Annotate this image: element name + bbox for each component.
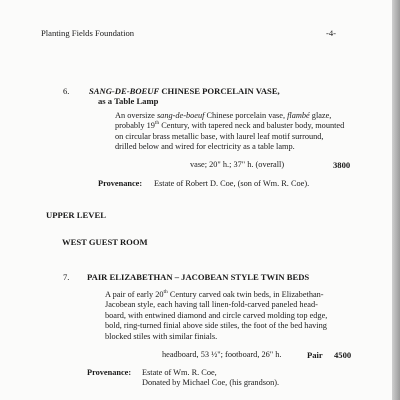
item-7-provenance-line-1: Estate of Wm. R. Coe, <box>142 368 217 377</box>
item-7-provenance-label: Provenance: <box>87 368 132 377</box>
item-7-quantity: Pair <box>307 350 323 360</box>
item-6-provenance-label: Provenance: <box>98 179 143 188</box>
item-6-title-italic: SANG-DE-BOEUF <box>89 86 160 96</box>
item-6-provenance: Estate of Robert D. Coe, (son of Wm. R. Coe). <box>154 179 310 188</box>
item-6-subtitle: as a Table Lamp <box>98 96 159 106</box>
item-7-dimensions: headboard, 53 ½"; footboard, 26" h. <box>162 350 282 359</box>
item-7-description: A pair of early 20th Century carved oak twin beds, in Elizabethan-Jacobean style, each having tall linen-fold-carved paneled head-board, with entwined diamond and circle carved molding top edge, bold, ring-turned finial above side stiles, the foot of the bed having blocked stiles with similar finials. <box>105 289 328 341</box>
item-6-dimensions: vase; 20" h.; 37" h. (overall) <box>190 160 285 169</box>
header-organization: Planting Fields Foundation <box>41 28 135 38</box>
item-7-provenance-line-2: Donated by Michael Coe, (his grandson). <box>142 378 280 387</box>
item-7-number: 7. <box>63 272 70 282</box>
scan-edge <box>392 0 400 400</box>
item-6-title <box>89 86 280 97</box>
item-6-price: 3800 <box>333 160 351 170</box>
item-7-price: 4500 <box>334 350 352 360</box>
section-west-guest-room: WEST GUEST ROOM <box>62 237 148 247</box>
item-6-number: 6. <box>63 86 70 96</box>
section-upper-level: UPPER LEVEL <box>46 210 106 220</box>
item-6-description: An oversize sang-de-boeuf Chinese porcelain vase, flambé glaze, probably 19th Century, with tapered neck and baluster body, mounted on circular brass metallic base, with laurel leaf motif surround, drilled below and wired for electricity as a table lamp. <box>115 111 345 152</box>
item-6-title-rest: CHINESE PORCELAIN VASE, <box>159 86 280 96</box>
header-page-marker: -4- <box>326 28 337 38</box>
item-7-title: PAIR ELIZABETHAN – JACOBEAN STYLE TWIN BEDS <box>87 272 310 282</box>
